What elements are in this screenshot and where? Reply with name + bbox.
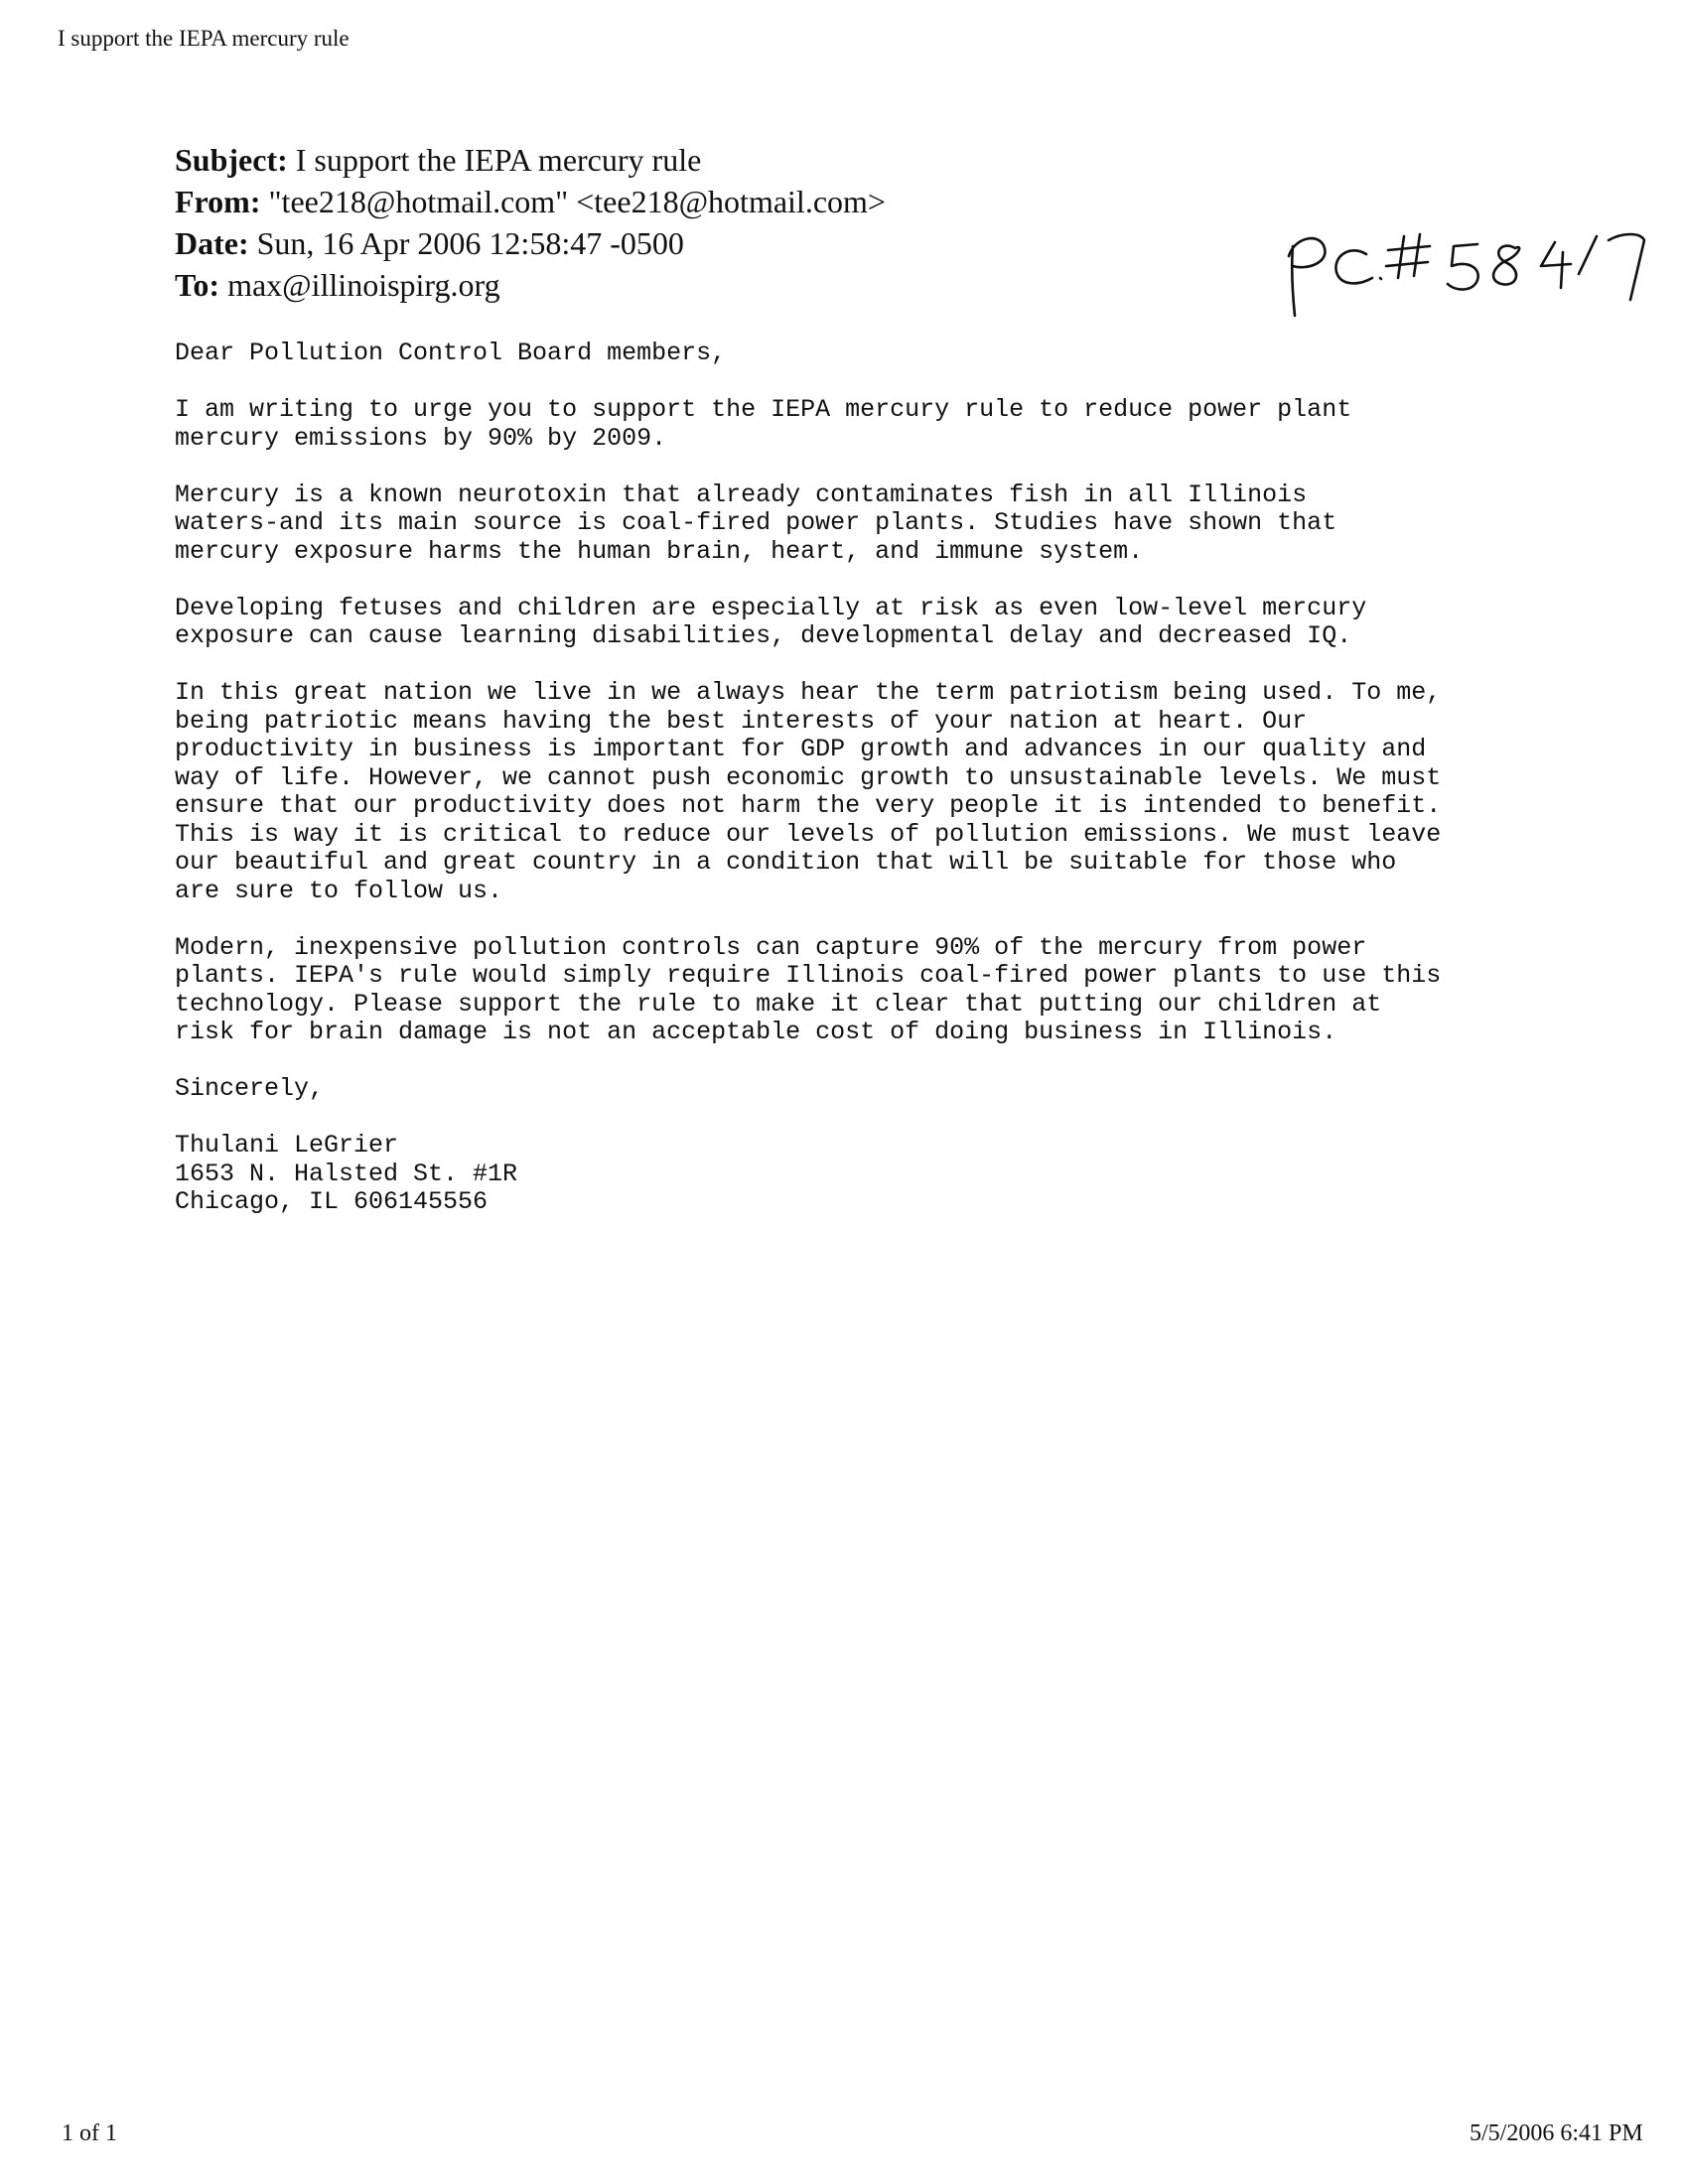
from-label: From: [175,184,261,219]
subject-row [175,139,886,181]
letter-closing: Sincerely, [175,1074,325,1103]
from-value: "tee218@hotmail.com" <tee218@hotmail.com> [268,184,886,219]
subject-label: Subject: [175,142,288,178]
to-row [175,264,886,306]
date-value: Sun, 16 Apr 2006 12:58:47 -0500 [256,225,684,261]
page-count: 1 of 1 [62,2120,117,2146]
subject-value: I support the IEPA mercury rule [295,142,702,178]
email-headers [175,139,886,306]
to-value: max@illinoispirg.org [227,267,500,303]
letter-greeting: Dear Pollution Control Board members, [175,339,727,367]
handwritten-stamp [1281,226,1658,326]
date-label: Date: [175,225,249,261]
letter-paragraph: Developing fetuses and children are especially at risk as even low-level mercury exposure can cause learning disabilities, developmental delay and decreased IQ. [175,593,1367,650]
to-label: To: [175,267,220,303]
letter-paragraph: In this great nation we live in we always hear the term patriotism being used. To me, being patriotic means having the best interests of your nation at heart. Our productivity in business is important for GDP growth and advances in our quality and way of life. However, we cannot push economic growth to unsustainable levels. We must ensure that our productivity does not harm the very people it is intended to benefit. This is way it is critical to reduce our levels of pollution emissions. We must leave our beautiful and great country in a condition that will be suitable for those who are sure to follow us. [175,678,1442,905]
letter-paragraph: Modern, inexpensive pollution controls can capture 90% of the mercury from power plants. IEPA's rule would simply require Illinois coal-fired power plants to use this technology. Please support the rule to make it clear that putting our children at risk for brain damage is not an acceptable cost of doing business in Illinois. [175,932,1442,1046]
page-header-title: I support the IEPA mercury rule [58,26,350,51]
letter-signature: Thulani LeGrier 1653 N. Halsted St. #1R Chicago, IL 606145556 [175,1131,518,1216]
letter-paragraph: Mercury is a known neurotoxin that already contaminates fish in all Illinois waters-and its main source is coal-fired power plants. Studies have shown that mercury exposure harms the human brain, heart, and immune system. [175,479,1337,566]
from-row [175,181,886,222]
printed-timestamp: 5/5/2006 6:41 PM [1470,2120,1643,2146]
letter-paragraph: I am writing to urge you to support the IEPA mercury rule to reduce power plant mercury emissions by 90% by 2009. [175,395,1352,453]
letter-body [175,340,1585,1245]
date-row [175,222,886,264]
